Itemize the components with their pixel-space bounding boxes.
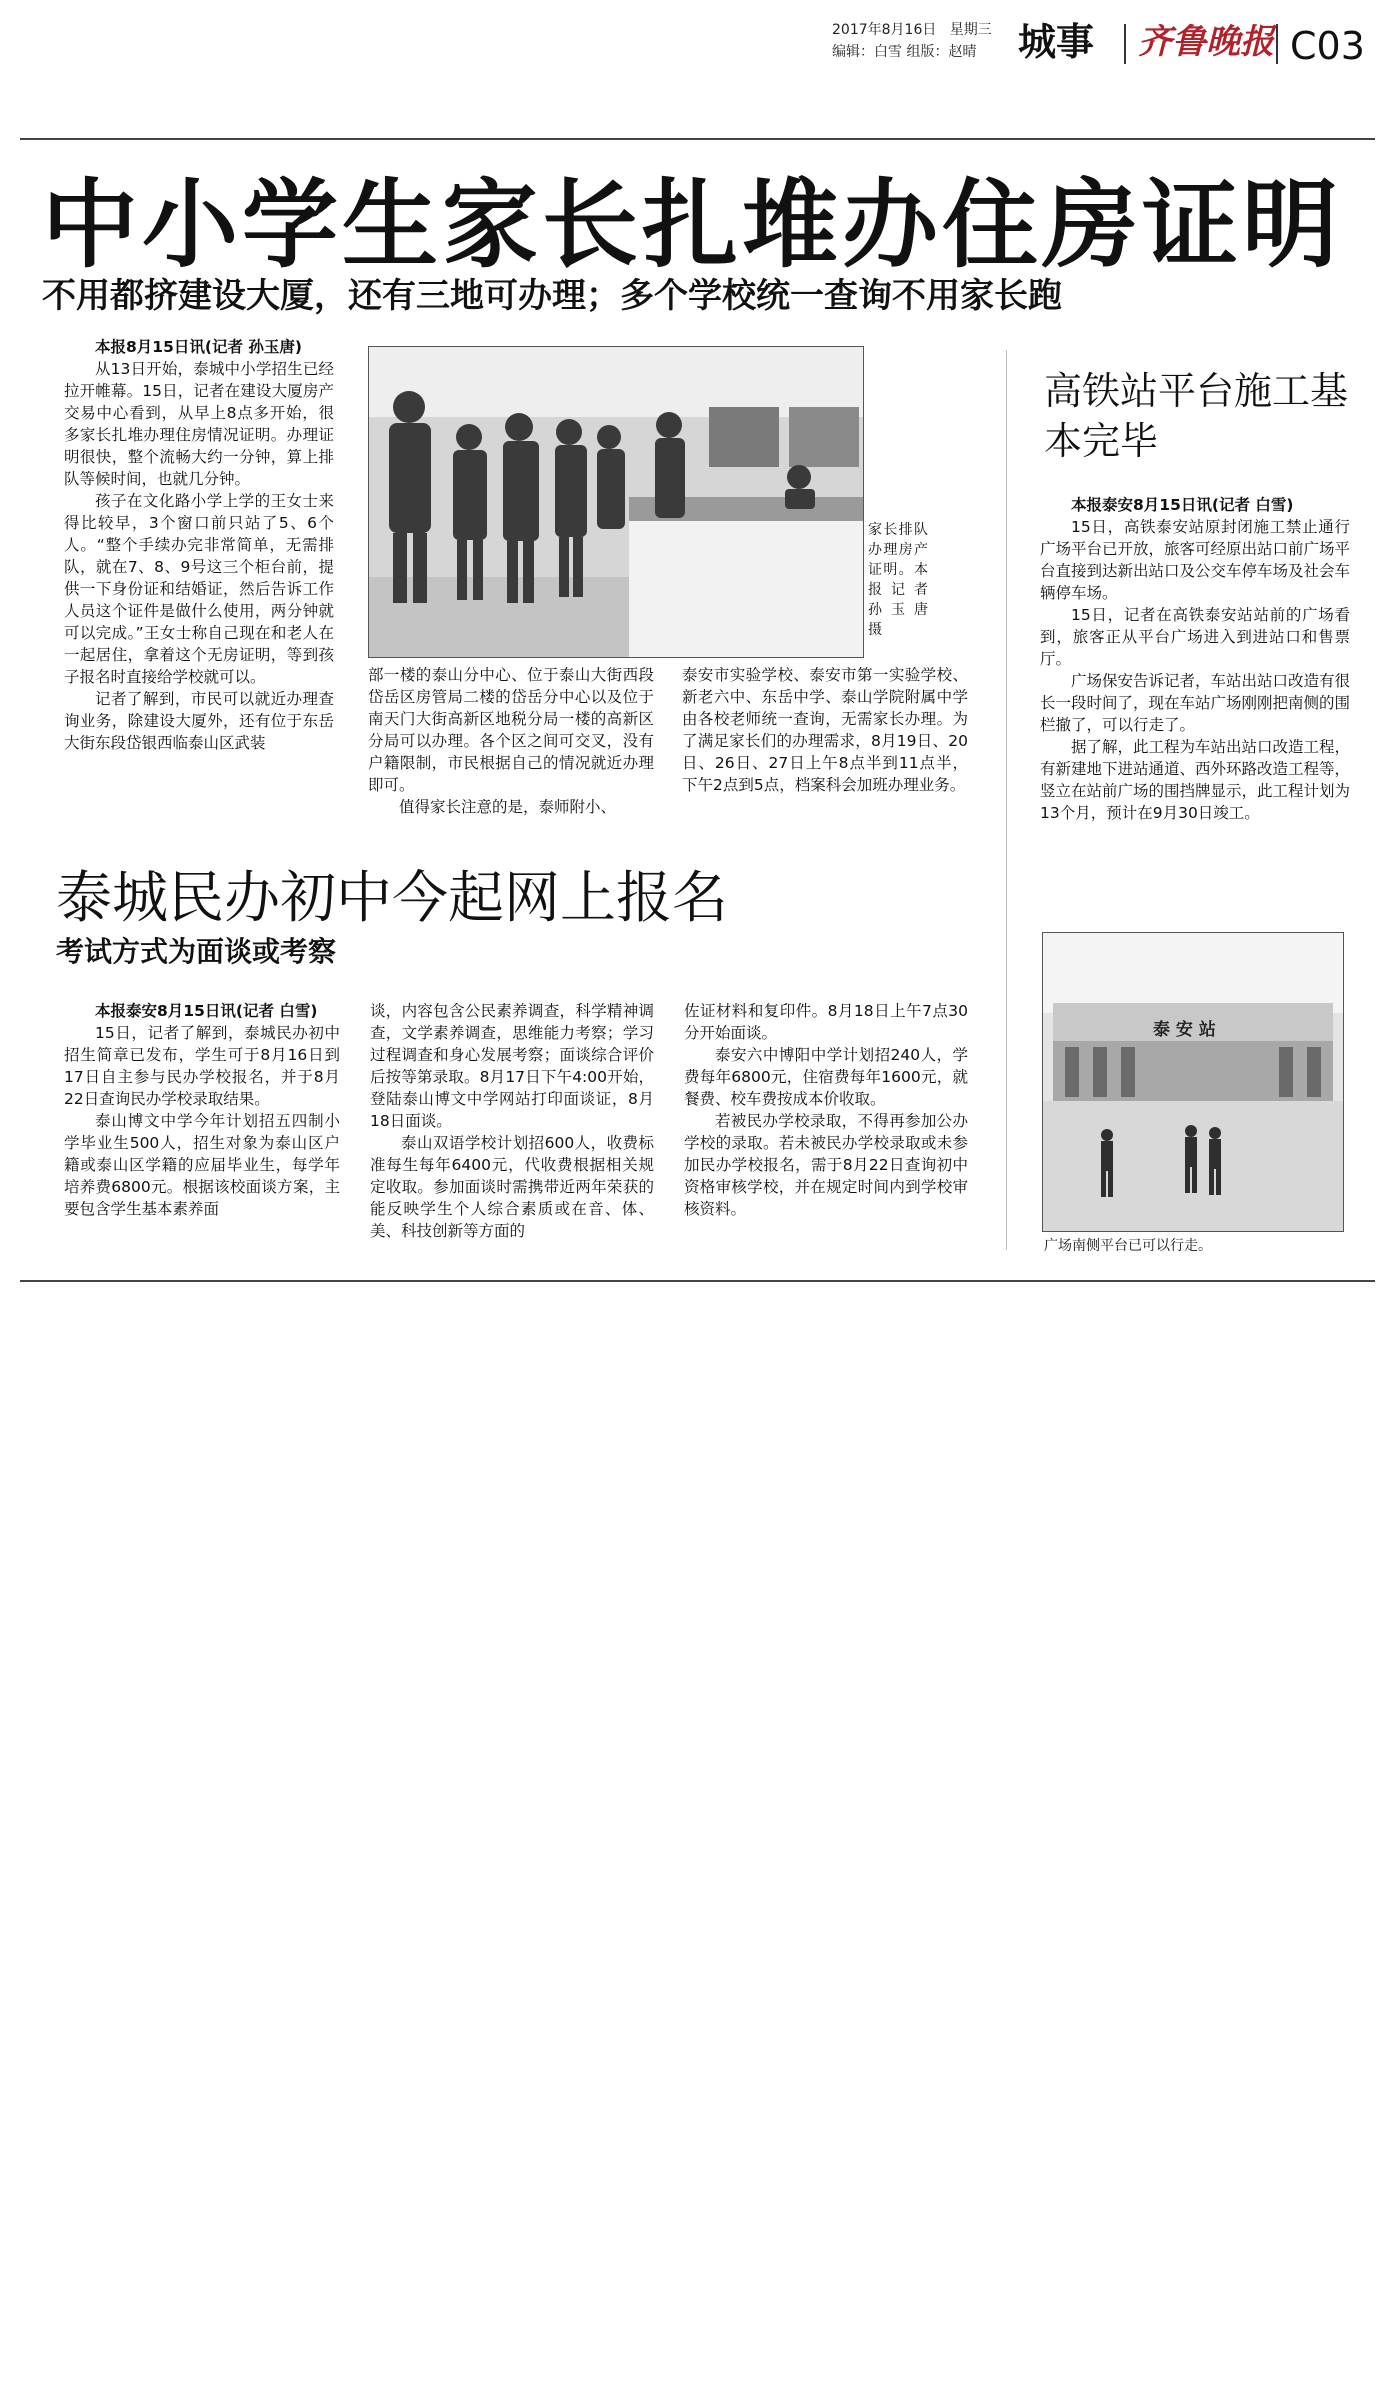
paragraph: 15日，记者在高铁泰安站站前的广场看到，旅客正从平台广场进入到进站口和售票厅。	[1040, 606, 1350, 668]
paragraph: 孩子在文化路小学上学的王女士来得比较早，3个窗口前只站了5、6个人。“整个手续办完非常简单，无需排队，就在7、8、9号这三个柜台前，提供一下身份证和结婚证，然后告诉工作人员这个证件是做什么使用，两分钟就可以完成。”王女士称自己现在和老人在一起居住，拿着这个无房证明，等到孩子报名时直接给学校就可以。	[64, 492, 334, 686]
paragraph: 泰山双语学校计划招600人，收费标准每生每年6400元，代收费根据相关规定收取。参加面谈时需携带近两年荣获的能反映学生个人综合素质或在音、体、美、科技创新等方面的	[370, 1134, 654, 1240]
story2-column-1	[64, 1000, 340, 1220]
story1-column-1	[64, 336, 334, 754]
editor-credits: 编辑：白雪 组版：赵晴	[832, 44, 977, 60]
story2-byline: 本报泰安8月15日讯(记者 白雪)	[95, 1002, 318, 1020]
paragraph: 谈，内容包含公民素养调查，科学精神调查，文学素养调查，思维能力考察；学习过程调查和身心发展考察；面谈综合评价后按等第录取。8月17日下午4:00开始，登陆泰山博文中学网站打印面谈证，8月18日面谈。	[370, 1002, 654, 1130]
issue-date: 2017年8月16日	[832, 22, 937, 38]
story3-photo-caption: 广场南侧平台已可以行走。	[1044, 1238, 1212, 1254]
paragraph: 泰安六中博阳中学计划招240人，学费每年6800元，住宿费每年1600元，就餐费、校车费按成本价收取。	[684, 1046, 968, 1108]
story1-byline: 本报8月15日讯(记者 孙玉唐)	[95, 338, 302, 356]
story2-headline: 泰城民办初中今起网上报名	[56, 866, 728, 931]
story1-column-2	[368, 664, 654, 818]
paragraph: 值得家长注意的是，泰师附小、	[399, 798, 617, 816]
section-name: 城事	[1018, 20, 1095, 64]
column-divider	[1006, 350, 1007, 1250]
story1-photo	[368, 346, 864, 658]
bottom-rule	[20, 1280, 1375, 1282]
paragraph: 广场保安告诉记者，车站出站口改造有很长一段时间了，现在车站广场刚刚把南侧的围栏撤了，可以行走了。	[1040, 672, 1351, 734]
story2-column-3	[684, 1000, 968, 1220]
paragraph: 从13日开始，泰城中小学招生已经拉开帷幕。15日，记者在建设大厦房产交易中心看到，从早上8点多开始，很多家长扎堆办理住房情况证明。办理证明很快，整个流畅大约一分钟，算上排队等候时间，也就几分钟。	[64, 360, 334, 488]
paragraph: 佐证材料和复印件。8月18日上午7点30分开始面谈。	[684, 1002, 968, 1042]
issue-date-line	[832, 20, 992, 40]
story1-photo-caption: 家长排队办理房产证明。本报记者 孙玉唐 摄	[868, 522, 928, 638]
story3-headline: 高铁站平台施工基本完毕	[1044, 369, 1349, 463]
story1-headline: 中小学生家长扎堆办住房证明	[42, 169, 1342, 281]
header-divider	[1124, 24, 1126, 64]
header-rule	[20, 138, 1375, 140]
paragraph: 15日，高铁泰安站原封闭施工禁止通行广场平台已开放，旅客可经原出站口前广场平台直接到达新出站口及公交车停车场及社会车辆停车场。	[1040, 518, 1351, 602]
paragraph: 部一楼的泰山分中心、位于泰山大街西段岱岳区房管局二楼的岱岳分中心以及位于南天门大街高新区地税分局一楼的高新区分局可以办理。各个区之间可交叉，没有户籍限制，市民根据自己的情况就近办理即可。	[368, 666, 654, 794]
paper-logo: 齐鲁晚报	[1138, 22, 1274, 62]
story1-subhead: 不用都挤建设大厦，还有三地可办理；多个学校统一查询不用家长跑	[42, 276, 1062, 316]
paragraph: 泰安市实验学校、泰安市第一实验学校、新老六中、东岳中学、泰山学院附属中学由各校老师统一查询，无需家长办理。为了满足家长们的办理需求，8月19日、20日、26日、27日上午8点半到11点半，下午2点到5点，档案科会加班办理业务。	[682, 666, 968, 794]
paragraph: 记者了解到，市民可以就近办理查询业务，除建设大厦外，还有位于东岳大街东段岱银西临泰山区武装	[64, 690, 334, 752]
story3-photo	[1042, 932, 1344, 1232]
story3-byline: 本报泰安8月15日讯(记者 白雪)	[1071, 496, 1294, 514]
queue-photo-illustration	[369, 347, 863, 657]
story2-column-2	[370, 1000, 654, 1242]
header-divider	[1276, 24, 1278, 64]
station-photo-illustration	[1043, 933, 1343, 1231]
issue-weekday: 星期三	[949, 22, 992, 38]
story2-subhead: 考试方式为面谈或考察	[56, 935, 337, 968]
story1-column-3	[682, 664, 968, 796]
paragraph: 据了解，此工程为车站出站口改造工程，有新建地下进站通道、西外环路改造工程等，竖立在站前广场的围挡牌显示，此工程计划为13个月，预计在9月30日竣工。	[1040, 738, 1351, 822]
paragraph: 若被民办学校录取，不得再参加公办学校的录取。若未被民办学校录取或未参加民办学校报名，需于8月22日查询初中资格审核学校，并在规定时间内到学校审核资料。	[684, 1112, 968, 1218]
paragraph: 15日，记者了解到，泰城民办初中招生简章已发布，学生可于8月16日到17日自主参与民办学校报名，并于8月22日查询民办学校录取结果。	[64, 1024, 340, 1108]
story3-column	[1040, 494, 1350, 824]
paragraph: 泰山博文中学今年计划招五四制小学毕业生500人，招生对象为泰山区户籍或泰山区学籍的应届毕业生，每学年培养费6800元。根据该校面谈方案，主要包含学生基本素养面	[64, 1112, 340, 1218]
station-sign-text: 泰 安 站	[1153, 1020, 1216, 1040]
page-number: C03	[1290, 24, 1365, 68]
